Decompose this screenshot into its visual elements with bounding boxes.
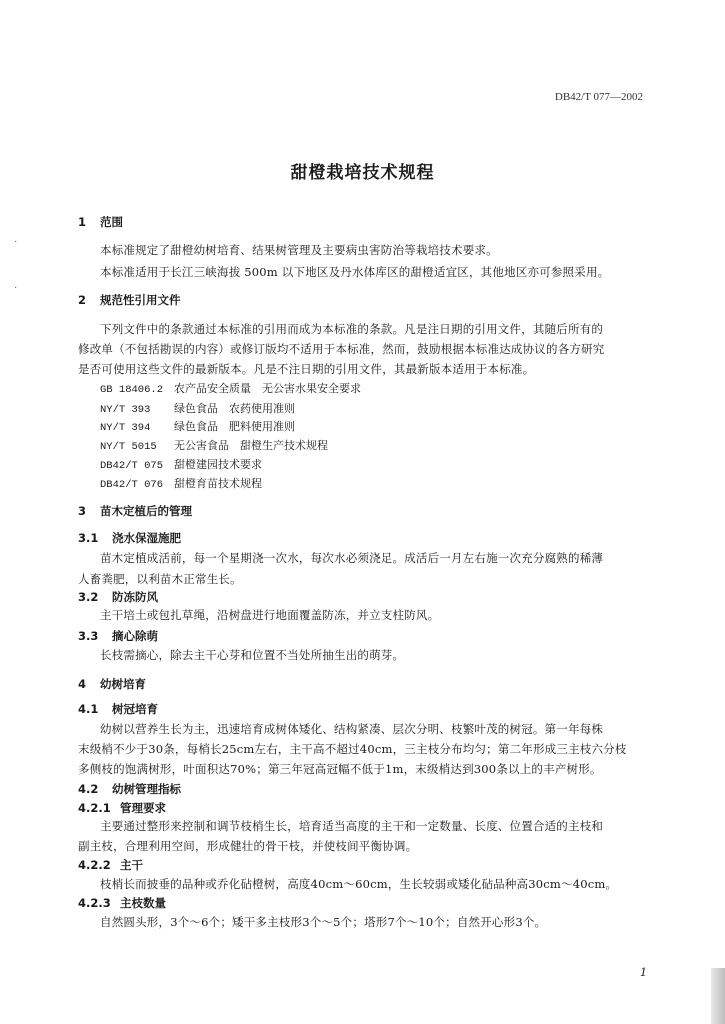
paragraph: 长枝需摘心，除去主干心芽和位置不当处所抽生出的萌芽。 <box>100 648 405 662</box>
section-number: 4 <box>78 677 87 691</box>
section-2-heading <box>78 292 181 308</box>
section-title: 规范性引用文件 <box>100 293 181 307</box>
scan-edge-shadow <box>711 968 725 1024</box>
section-number: 4.2.1 <box>78 801 111 815</box>
paragraph: 副主枝，合理利用空间，形成健壮的骨干枝，并使枝间平衡协调。 <box>78 839 418 853</box>
paragraph: 本标准适用于长江三峡海拔 500m 以下地区及丹水体库区的甜橙适宜区，其他地区亦可参照采用。 <box>100 265 610 279</box>
reference-code: GB 18406.2 <box>100 384 164 396</box>
section-number: 3.1 <box>78 531 99 545</box>
paragraph: 幼树以营养生长为主，迅速培育成树体矮化、结构紧凑、层次分明、枝繁叶茂的树冠。第一年每株 <box>100 722 604 736</box>
section-number: 3 <box>78 504 87 518</box>
reference-name: 无公害食品 甜橙生产技术规程 <box>174 439 328 452</box>
subsection-4-1-heading <box>78 701 158 717</box>
section-1-heading <box>78 214 123 230</box>
reference-item <box>100 380 361 396</box>
paragraph: 苗木定植成活前，每一个星期浇一次水，每次水必须浇足。成活后一月左右施一次充分腐熟的稀薄 <box>100 551 604 565</box>
subsection-4-2-heading <box>78 781 181 797</box>
page-number: 1 <box>640 966 647 979</box>
section-title: 苗木定植后的管理 <box>100 504 192 518</box>
margin-mark: · <box>14 236 18 247</box>
section-title: 防冻防风 <box>112 590 158 604</box>
subsection-4-2-2-heading <box>78 857 143 873</box>
section-number: 4.1 <box>78 702 99 716</box>
section-title: 范围 <box>100 215 123 229</box>
section-title: 管理要求 <box>120 801 166 815</box>
subsection-3-2-heading <box>78 589 158 605</box>
reference-item <box>100 437 328 453</box>
paragraph: 主干培土或包扎草绳，沿树盘进行地面覆盖防冻，并立支柱防风。 <box>100 608 440 622</box>
section-number: 4.2 <box>78 782 99 796</box>
reference-item <box>100 475 262 491</box>
section-title: 摘心除萌 <box>112 629 158 643</box>
subsection-4-2-1-heading <box>78 800 166 816</box>
paragraph: 多侧枝的饱满树形，叶面积达70%；第三年冠高冠幅不低于1m，末级梢达到300条以上的丰产树形。 <box>78 762 602 776</box>
section-number: 3.3 <box>78 629 99 643</box>
paragraph: 下列文件中的条款通过本标准的引用而成为本标准的条款。凡是注日期的引用文件，其随后所有的 <box>100 322 604 336</box>
reference-name: 绿色食品 肥料使用准则 <box>174 420 295 433</box>
paragraph: 末级梢不少于30条，每梢长25cm左右，主干高不超过40cm，三主枝分布均匀；第二年形成三主枝六分枝 <box>78 742 627 756</box>
paragraph: 是否可使用这些文件的最新版本。凡是不注日期的引用文件，其最新版本适用于本标准。 <box>78 362 535 376</box>
reference-item <box>100 400 295 416</box>
section-4-heading <box>78 676 146 692</box>
reference-name: 绿色食品 农药使用准则 <box>174 402 295 415</box>
section-3-heading <box>78 503 192 519</box>
section-number: 2 <box>78 293 87 307</box>
paragraph: 自然圆头形，3个～6个；矮干多主枝形3个～5个；塔形7个～10个；自然开心形3个。 <box>100 915 547 929</box>
doc-code: DB42/T 077—2002 <box>554 91 643 103</box>
section-number: 4.2.2 <box>78 858 111 872</box>
reference-code: NY/T 394 <box>100 422 151 434</box>
section-number: 3.2 <box>78 590 99 604</box>
reference-name: 甜橙育苗技术规程 <box>174 477 262 490</box>
section-title: 幼树培育 <box>100 677 146 691</box>
paragraph: 修改单（不包括勘误的内容）或修订版均不适用于本标准，然而，鼓励根据本标准达成协议的各方研究 <box>78 342 605 356</box>
reference-name: 农产品安全质量 无公害水果安全要求 <box>174 382 361 395</box>
paragraph: 人畜粪肥，以利苗木正常生长。 <box>78 572 242 586</box>
section-title: 主干 <box>120 858 143 872</box>
reference-name: 甜橙建园技术要求 <box>174 458 262 471</box>
section-title: 幼树管理指标 <box>112 782 181 796</box>
reference-code: DB42/T 076 <box>100 479 164 491</box>
paragraph: 枝梢长而披垂的品种或乔化砧橙树，高度40cm～60cm，生长较弱或矮化砧品种高30cm～40cm。 <box>100 877 618 891</box>
section-number: 1 <box>78 215 87 229</box>
reference-code: DB42/T 075 <box>100 460 164 472</box>
section-title: 浇水保湿施肥 <box>112 531 181 545</box>
page-title: 甜橙栽培技术规程 <box>290 163 435 183</box>
section-number: 4.2.3 <box>78 896 111 910</box>
paragraph: 主要通过整形来控制和调节枝梢生长，培育适当高度的主干和一定数量、长度、位置合适的主枝和 <box>100 819 604 833</box>
reference-item <box>100 456 262 472</box>
reference-item <box>100 418 295 434</box>
margin-mark: · <box>14 282 18 293</box>
section-title: 主枝数量 <box>120 896 166 910</box>
reference-code: NY/T 393 <box>100 404 151 416</box>
subsection-4-2-3-heading <box>78 895 166 911</box>
subsection-3-1-heading <box>78 530 181 546</box>
reference-code: NY/T 5015 <box>100 441 157 453</box>
subsection-3-3-heading <box>78 628 158 644</box>
paragraph: 本标准规定了甜橙幼树培育、结果树管理及主要病虫害防治等栽培技术要求。 <box>100 243 498 257</box>
section-title: 树冠培育 <box>112 702 158 716</box>
